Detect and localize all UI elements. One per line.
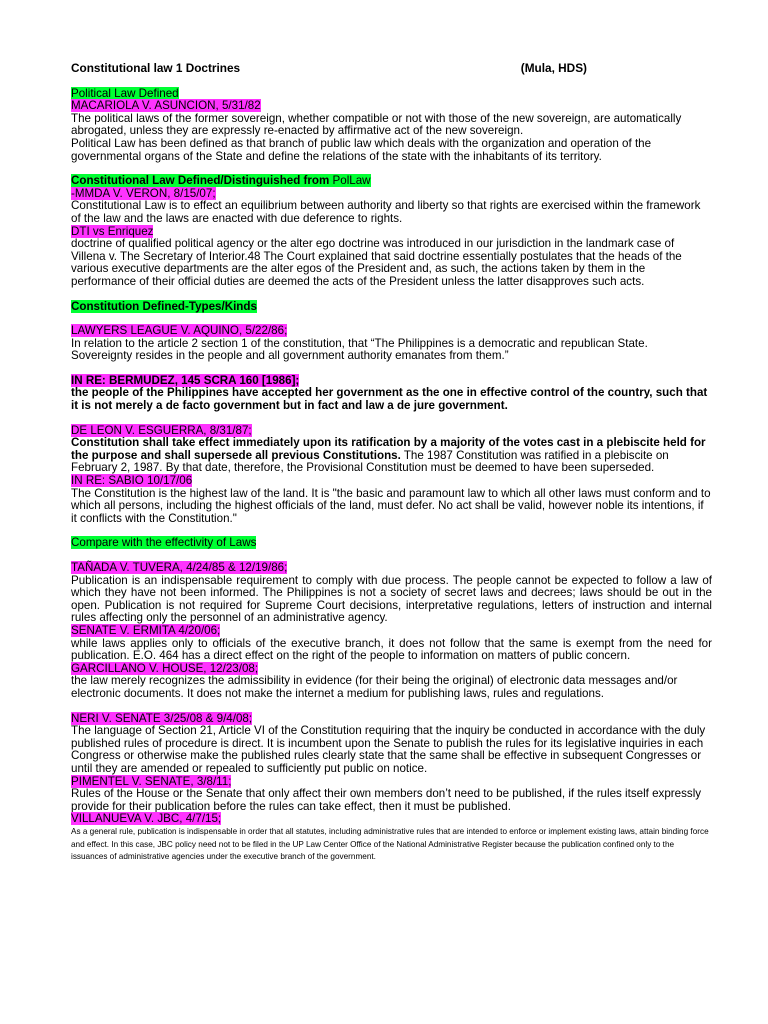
document-header	[71, 62, 587, 75]
doctrine-text: the people of the Philippines have accepted her government as the one in effective control of the country, such that it is not merely a de facto government but in fact and law a de jure government.	[71, 386, 708, 413]
doctrine-text: the law merely recognizes the admissibility in evidence (for their being the original) of electronic data messages and/or electronic documents. It does not make the internet a medium for publishing laws, rules and regulations.	[71, 674, 678, 700]
doctrine-text: The Constitution is the highest law of the land. It is "the basic and paramount law to which all other laws must conform and to which all persons, including the highest officials of the land, must defer. No act shall be valid, however noble its intentions, if it conflicts with the Constitution."	[71, 486, 711, 525]
case-citation: PIMENTEL V. SENATE, 3/8/11;	[71, 774, 232, 788]
section-heading: Political Law Defined	[71, 86, 179, 100]
case-citation: VILLANUEVA V. JBC, 4/7/15;	[71, 812, 222, 826]
case-citation: LAWYERS LEAGUE V. AQUINO, 5/22/86;	[71, 324, 288, 338]
case-citation: IN RE: SABIO 10/17/06	[71, 474, 193, 488]
doctrine-text: Constitutional Law is to effect an equilibrium between authority and liberty so that rights are exercised within the framework of the law and the laws are enacted with due deference to rights.	[71, 199, 701, 225]
case-citation: TAÑADA V. TUVERA, 4/24/85 & 12/19/86;	[71, 561, 288, 574]
case-citation: DTI vs Enriquez	[71, 224, 154, 238]
doctrine-text: Political Law has been defined as that branch of public law which deals with the organization and operation of the governmental organs of the State and define the relations of the state with the inhabitants of its territory.	[71, 136, 652, 163]
section-political-law	[71, 88, 712, 164]
case-citation: DE LEON V. ESGUERRA, 8/31/87;	[71, 423, 252, 437]
doctrine-text: The language of Section 21, Article VI of the Constitution requiring that the inquiry be conducted in accordance with the duly published rules of procedure is direct. It is incumbent upon the Senate to publish the rules for its legislative inquiries in each Congress or otherwise make the published rules clearly state that the same shall be effective in subsequent Congresses or until they are amended or repealed to sufficiently put public on notice.	[71, 724, 706, 775]
doctrine-text: As a general rule, publication is indispensable in order that all statutes, including administrative rules that are intended to enforce or implement existing laws, attain binding force and effect. In this case, JBC policy need not to be filed in the UP Law Center Office of the National Administrative Register because the publication confined only to the issuances of administrative agencies under the executive branch of the government.	[71, 826, 709, 862]
doctrine-text: In relation to the article 2 section 1 of the constitution, that “The Philippines is a democratic and republican State. Sovereignty resides in the people and all government authority emanates from them.”	[71, 336, 648, 363]
section-effectivity-of-laws	[71, 537, 712, 864]
document-author: (Mula, HDS)	[520, 61, 587, 75]
case-citation: -MMDA V. VERON, 8/15/07;	[71, 186, 216, 200]
doctrine-text: Constitution shall take effect immediately upon its ratification by a majority of the votes cast in a plebiscite held for the purpose and shall supersede all previous Constitutions. The 1987 Constitution was ratified in a plebiscite on February 2, 1987. By that date, therefore, the Provisional Constitution must be deemed to have been superseded.	[71, 436, 706, 475]
case-citation: SENATE V. ERMITA 4/20/06;	[71, 623, 221, 637]
section-heading: Constitutional Law Defined/Distinguished from PolLaw	[71, 174, 371, 188]
doctrine-text: The political laws of the former sovereign, whether compatible or not with those of the new sovereign, are automatically abrogated, unless they are expressly re-enacted by affirmative act of the new sovereign.	[71, 111, 682, 138]
doctrine-text: Rules of the House or the Senate that only affect their own members don’t need to be published, if the rules itself expressly provide for their publication before the rules can take effect, then it must be published.	[71, 787, 702, 813]
case-citation: IN RE: BERMUDEZ, 145 SCRA 160 [1986];	[71, 373, 300, 387]
section-constitution-defined	[71, 301, 712, 526]
doctrine-text: doctrine of qualified political agency or the alter ego doctrine was introduced in our jurisdiction in the landmark case of Villena v. The Secretary of Interior.48 The Court explained that said doctrine essentially postulates that the heads of the various executive departments are the alter egos of the President and, as such, the actions taken by them in the performance of their official duties are deemed the acts of the President unless the latter disapproves such acts.	[71, 237, 682, 288]
section-heading: Constitution Defined-Types/Kinds	[71, 299, 257, 313]
case-citation: NERI V. SENATE 3/25/08 & 9/4/08;	[71, 711, 253, 725]
doctrine-text: Publication is an indispensable requirement to comply with due process. The people cannot be expected to follow a law of which they have not been informed. The Philippines is not a society of secret laws and decrees; laws should be out in the open. Publication is not required for Supreme Court decisions, interpretative regulations, letters of instruction and internal rules affecting only the personnel of an administrative agency.	[71, 573, 712, 625]
case-citation: MACARIOLA V. ASUNCION, 5/31/82	[71, 99, 261, 113]
document-title: Constitutional law 1 Doctrines	[71, 61, 241, 75]
doctrine-text: while laws applies only to officials of the executive branch, it does not follow that the same is exempt from the need for publication. E.O. 464 has a direct effect on the right of the people to information on matters of public concern.	[71, 636, 712, 663]
case-citation: GARCILLANO V. HOUSE, 12/23/08;	[71, 661, 259, 675]
section-heading: Compare with the effectivity of Laws	[71, 536, 257, 550]
section-constitutional-law	[71, 175, 712, 288]
